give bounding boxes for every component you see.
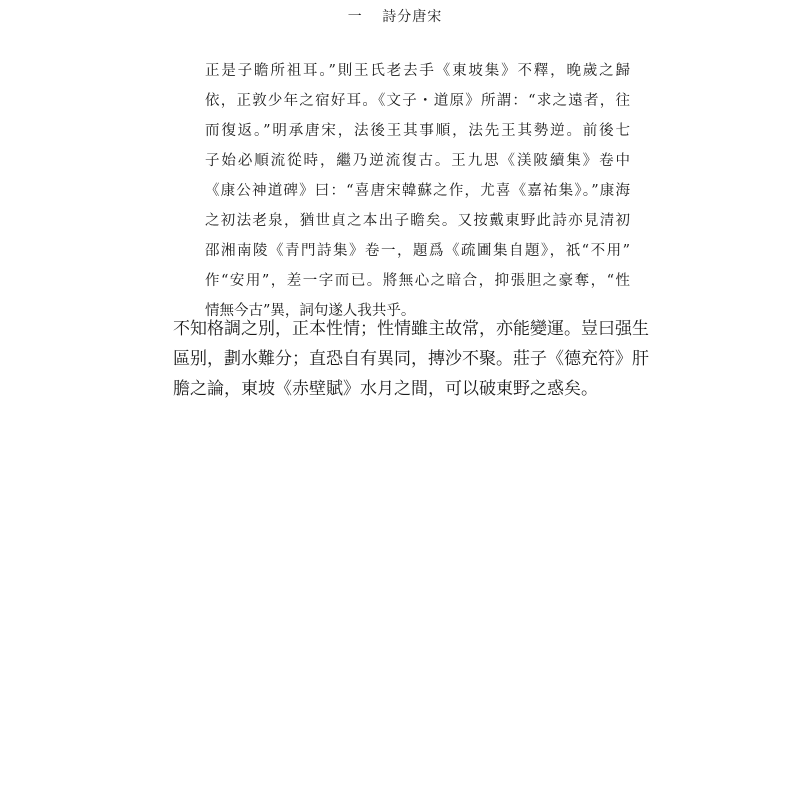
body-line: 不知格調之別，正本性情；性情雖主故常，亦能變運。豈曰强生 <box>173 319 649 339</box>
quote-line: 依，正敦少年之宿好耳。《文子・道原》所謂：“求之遠者，往 <box>205 93 630 109</box>
body-line: 區别，劃水難分；直恐自有異同，摶沙不聚。莊子《德充符》肝 <box>173 349 649 369</box>
quote-line: 《康公神道碑》曰：“喜唐宋韓蘇之作，尤喜《嘉祐集》。”康海 <box>205 183 630 199</box>
quote-line: 正是子瞻所祖耳。”則王氏老去手《東坡集》不釋，晚歲之歸 <box>205 63 630 79</box>
quoted-passage <box>205 56 630 326</box>
quote-line: 之初法老泉，猶世貞之本出子瞻矣。又按戴東野此詩亦見清初 <box>205 213 630 229</box>
quote-line: 作“安用”，差一字而已。將無心之暗合，抑張胆之豪奪，“性 <box>205 273 630 289</box>
quote-line: 邵湘南陵《青門詩集》卷一，題爲《疏圃集自題》，祇“不用” <box>205 243 630 259</box>
quote-line: 而復返。”明承唐宋，法後王其事順，法先王其勢逆。前後七 <box>205 123 630 139</box>
quote-line: 子始必順流從時，繼乃逆流復古。王九思《渼陂續集》卷中 <box>205 153 630 169</box>
quote-line: 情無今古”異，詞句遂人我共乎。 <box>205 303 416 319</box>
body-line: 膽之論，東坡《赤壁賦》水月之間，可以破東野之惑矣。 <box>173 379 598 399</box>
body-paragraph <box>173 314 649 404</box>
chapter-title: 詩分唐宋 <box>382 9 443 25</box>
page-header <box>0 6 790 26</box>
chapter-number: 一 <box>347 9 363 25</box>
